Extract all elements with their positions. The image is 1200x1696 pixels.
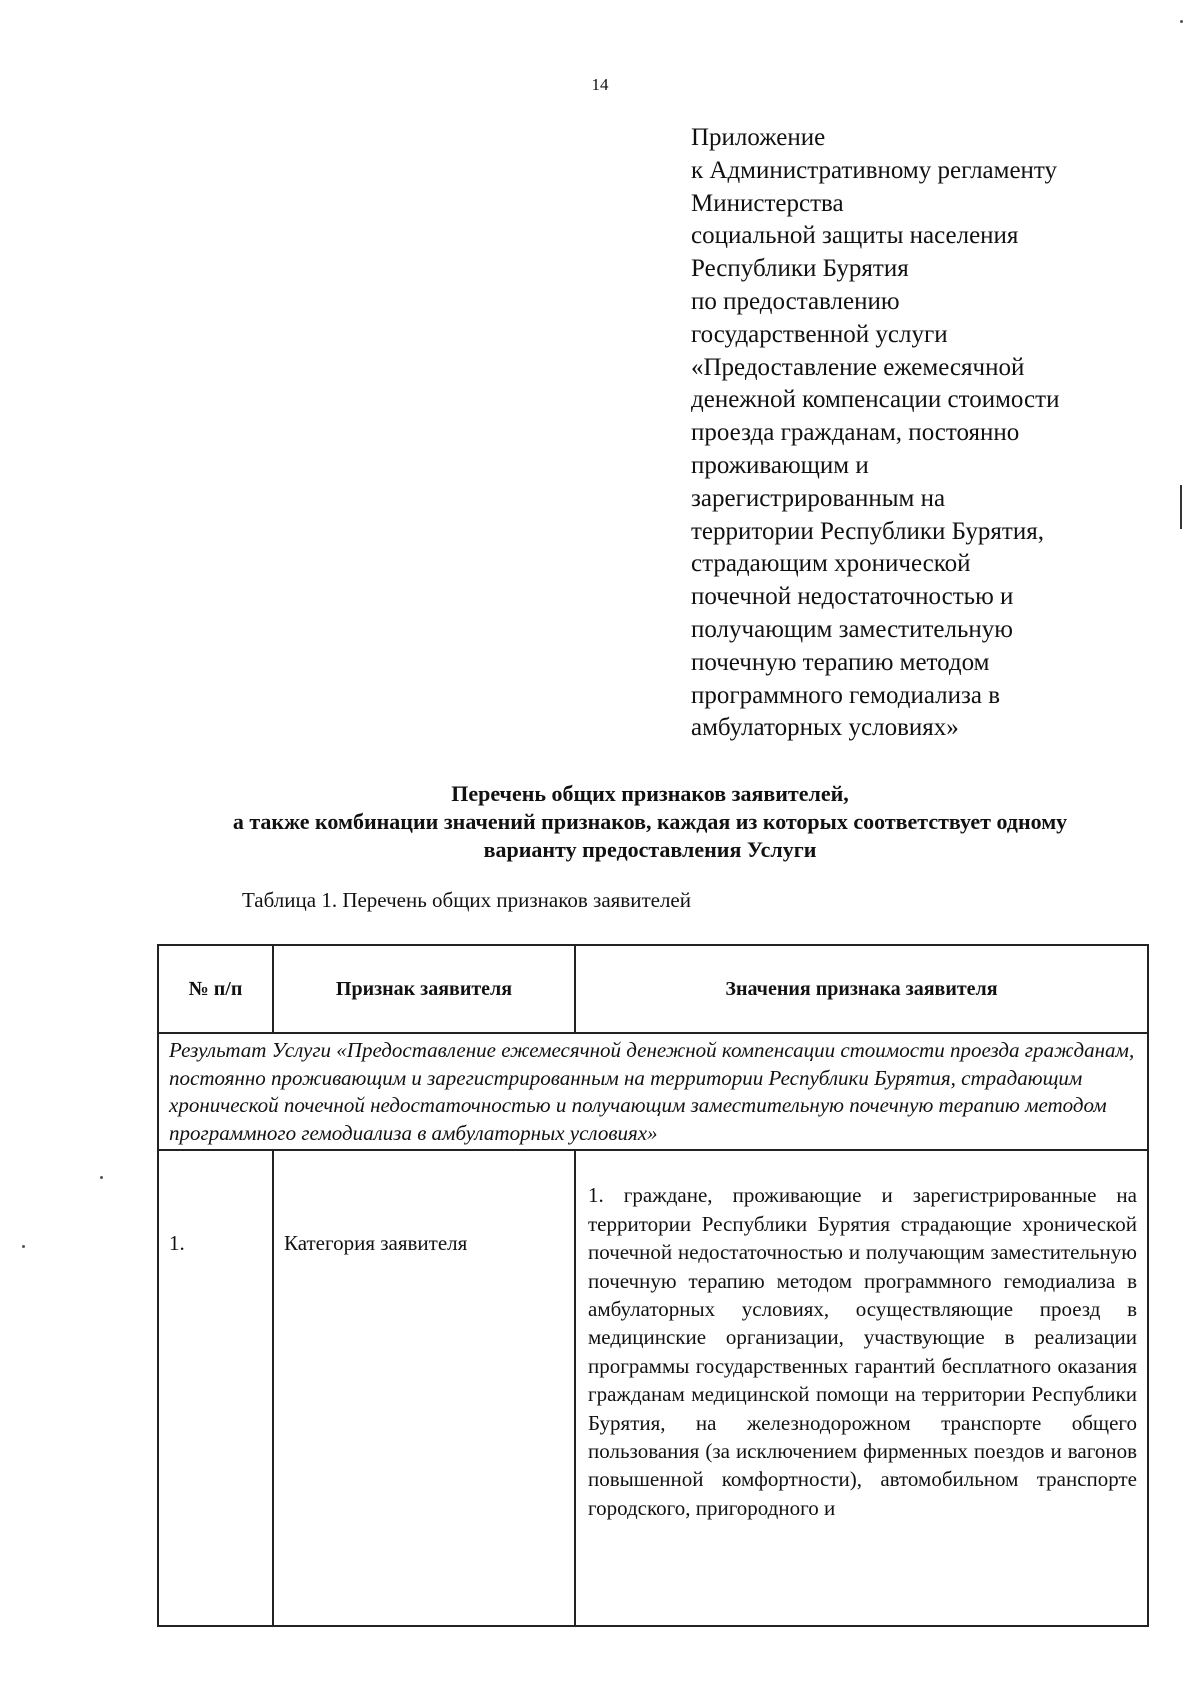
appendix-line: Министерства (691, 189, 844, 217)
row-value: 1. граждане, проживающие и зарегистрированные на территории Республики Бурятия страдающие хронической почечной недостаточностью и получающим заместительную почечную терапию методом программного гемодиализа в амбулаторных условиях, осуществляющие проезд в медицинские организации, участвующие в реализации программы государственных гарантий бесплатного оказания гражданам медицинской помощи на территории Республики Бурятия, на железнодорожном транспорте общего пользования (за исключением фирменных поездов и вагонов повышенной комфортности), автомобильном транспорте городского, пригородного и (588, 1183, 1137, 1520)
appendix-line: проживающим и (691, 451, 869, 479)
header-values: Значения признака заявителя (575, 945, 1148, 1033)
appendix-line: Приложение (691, 124, 826, 151)
appendix-line: зарегистрированным на (691, 484, 946, 512)
result-row (158, 1033, 1148, 1150)
service-result-text: Результат Услуги «Предоставление ежемесячной денежной компенсации стоимости проезда гражданам, постоянно проживающим и зарегистрированным на территории Республики Бурятия, страдающим хронической почечной недостаточностью и получающим заместительную почечную терапию методом программного гемодиализа в амбулаторных условиях» (158, 1033, 1148, 1150)
scan-speck (1180, 20, 1183, 23)
table-row (158, 1150, 1148, 1626)
appendix-line: к Административному регламенту (691, 156, 1058, 184)
applicant-criteria-table (157, 944, 1149, 1627)
heading-line: Перечень общих признаков заявителей, (451, 781, 849, 806)
appendix-line: «Предоставление ежемесячной (691, 353, 1025, 381)
appendix-line: Республики Бурятия (691, 255, 909, 283)
appendix-line: по предоставлению (691, 287, 900, 315)
appendix-line: амбулаторных условиях» (691, 714, 959, 742)
row-value-cell (575, 1150, 1148, 1626)
page-number: 14 (591, 75, 609, 94)
section-heading (120, 780, 1180, 864)
appendix-line: страдающим хронической (691, 550, 971, 578)
table-caption: Таблица 1. Перечень общих признаков заявителей (242, 888, 691, 912)
scan-margin-mark (1180, 485, 1182, 529)
scan-speck (100, 1176, 103, 1179)
appendix-line: государственной услуги (691, 320, 948, 348)
table-header-row (158, 945, 1148, 1033)
header-attribute: Признак заявителя (273, 945, 575, 1033)
scan-speck (22, 1245, 25, 1248)
appendix-line: территории Республики Бурятия, (691, 517, 1044, 545)
header-number: № п/п (158, 945, 273, 1033)
row-number: 1. (158, 1150, 273, 1626)
heading-line: а также комбинации значений признаков, каждая из которых соответствует одному (232, 809, 1068, 834)
appendix-line: почечной недостаточностью и (691, 583, 1014, 611)
appendix-line: получающим заместительную (691, 615, 1013, 643)
row-attribute: Категория заявителя (273, 1150, 575, 1626)
appendix-block (691, 122, 1161, 745)
appendix-line: социальной защиты населения (691, 222, 1019, 250)
appendix-line: программного гемодиализа в (691, 681, 1001, 709)
heading-line: варианту предоставления Услуги (483, 837, 817, 862)
appendix-line: проезда гражданам, постоянно (691, 419, 1020, 447)
appendix-line: почечную терапию методом (691, 648, 990, 676)
appendix-line: денежной компенсации стоимости (691, 386, 1060, 414)
